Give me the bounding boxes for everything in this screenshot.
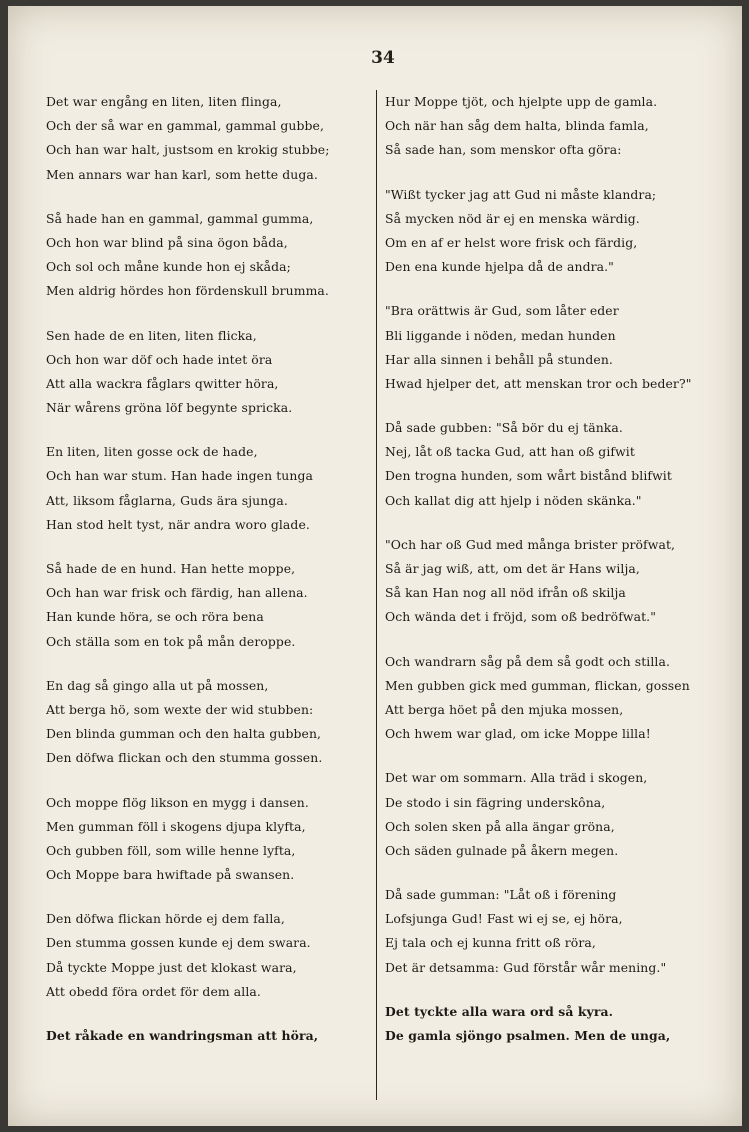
stanza — [46, 440, 376, 537]
verse-line: Den stumma gossen kunde ej dem swara. — [46, 935, 311, 951]
verse-line: Så hade han en gammal, gammal gumma, — [46, 210, 314, 226]
stanza — [46, 207, 376, 304]
verse-line: Om en af er helst wore frisk och färdig, — [385, 234, 638, 250]
verse-line: Och ställa som en tok på mån deroppe. — [46, 633, 296, 649]
verse-line: Så sade han, som menskor ofta göra: — [385, 142, 622, 158]
verse-line: Den döfwa flickan och den stumma gossen. — [46, 750, 323, 766]
verse-line: Och sol och måne kunde hon ej skåda; — [46, 259, 291, 275]
verse-line: Och när han såg dem halta, blinda famla, — [385, 118, 649, 134]
stanza — [385, 650, 715, 747]
verse-line: Och kallat dig att hjelp i nöden skänka." — [385, 492, 642, 508]
verse-line: Den blinda gumman och den halta gubben, — [46, 726, 322, 742]
closing-stanza — [385, 1000, 715, 1048]
verse-line: Men annars war han karl, som hette duga. — [46, 166, 318, 182]
verse-line: Det tyckte alla wara ord så kyra. — [385, 1003, 614, 1019]
verse-line: Och moppe flög likson en mygg i dansen. — [46, 794, 309, 810]
stanza — [385, 183, 715, 280]
verse-line: Så hade de en hund. Han hette moppe, — [46, 561, 296, 576]
verse-line: Att berga hö, som wexte der wid stubben: — [46, 701, 314, 717]
verse-line: "Wißt tycker jag att Gud ni måste klandra; — [385, 186, 657, 202]
stanza — [46, 907, 376, 1004]
verse-line: Det war om sommarn. Alla träd i skogen, — [385, 770, 648, 786]
verse-line: Att alla wackra fåglars qwitter höra, — [46, 375, 279, 391]
verse-line: Och hon war blind på sina ögon båda, — [46, 234, 288, 250]
stanza — [385, 299, 715, 396]
closing-stanza — [46, 1024, 376, 1048]
stanza — [46, 324, 376, 421]
verse-line: Att, liksom fåglarna, Guds ära sjunga. — [46, 492, 288, 508]
verse-line: En liten, liten gosse ock de hade, — [46, 444, 258, 460]
verse-line: Han stod helt tyst, när andra woro glade. — [46, 516, 310, 532]
verse-line: Bli liggande i nöden, medan hunden — [385, 327, 616, 343]
verse-line: Hwad hjelper det, att menskan tror och beder?" — [385, 375, 692, 391]
verse-line: Och wända det i fröjd, som oß bedröfwat." — [385, 609, 657, 625]
verse-line: Så är jag wiß, att, om det är Hans wilja, — [385, 561, 640, 576]
verse-line: Och hon war döf och hade intet öra — [46, 351, 273, 367]
verse-line: Och wandrarn såg på dem så godt och stilla. — [385, 653, 670, 669]
stanza — [385, 533, 715, 630]
verse-line: Det råkade en wandringsman att höra, — [46, 1028, 319, 1043]
stanza — [46, 90, 376, 187]
stanza — [385, 766, 715, 863]
verse-line: Den trogna hunden, som wårt bistånd blifwit — [385, 468, 672, 484]
stanza — [46, 557, 376, 654]
verse-line: Hur Moppe tjöt, och hjelpte upp de gamla. — [385, 94, 658, 109]
verse-line: Den döfwa flickan hörde ej dem falla, — [46, 911, 285, 927]
stanza — [46, 791, 376, 888]
stanza — [385, 883, 715, 980]
verse-line: Ej tala och ej kunna fritt oß röra, — [385, 935, 596, 951]
verse-line: Och säden gulnade på åkern megen. — [385, 842, 619, 858]
verse-line: Och han war stum. Han hade ingen tunga — [46, 468, 313, 484]
verse-line: Och han war frisk och färdig, han allena. — [46, 585, 308, 601]
verse-line: Då sade gubben: "Så bör du ej tänka. — [385, 420, 623, 436]
verse-line: De stodo i sin fägring underskôna, — [385, 794, 606, 810]
verse-line: Har alla sinnen i behåll på stunden. — [385, 351, 613, 367]
verse-line: Det war engång en liten, liten flinga, — [46, 94, 282, 109]
stanza — [385, 90, 715, 163]
verse-line: Och solen sken på alla ängar gröna, — [385, 818, 615, 834]
verse-line: "Och har oß Gud med många brister pröfwat, — [385, 536, 676, 552]
verse-line: Att berga höet på den mjuka mossen, — [385, 701, 624, 717]
verse-line: Han kunde höra, se och röra bena — [46, 609, 264, 625]
verse-line: Så mycken nöd är ej en menska wärdig. — [385, 210, 640, 226]
verse-line: När wårens gröna löf begynte spricka. — [46, 400, 293, 416]
verse-line: En dag så gingo alla ut på mossen, — [46, 677, 269, 693]
verse-line: Så kan Han nog all nöd ifrån oß skilja — [385, 585, 626, 601]
verse-line: Men aldrig hördes hon fördenskull brumma. — [46, 283, 329, 299]
left-column — [46, 90, 376, 1068]
stanza — [46, 674, 376, 771]
verse-line: Och han war halt, justsom en krokig stubbe; — [46, 142, 330, 158]
verse-line: "Bra orättwis är Gud, som låter eder — [385, 303, 619, 319]
right-column — [385, 90, 715, 1068]
verse-line: De gamla sjöngo psalmen. Men de unga, — [385, 1028, 671, 1043]
verse-line: Och gubben föll, som wille henne lyfta, — [46, 842, 296, 858]
verse-line: Då tyckte Moppe just det klokast wara, — [46, 959, 297, 975]
verse-line: Och Moppe bara hwiftade på swansen. — [46, 867, 295, 883]
verse-line: Och hwem war glad, om icke Moppe lilla! — [385, 726, 651, 742]
verse-line: Och der så war en gammal, gammal gubbe, — [46, 118, 325, 134]
column-divider — [376, 90, 377, 1100]
verse-line: Sen hade de en liten, liten flicka, — [46, 327, 257, 343]
verse-line: Lofsjunga Gud! Fast wi ej se, ej höra, — [385, 911, 623, 927]
verse-line: Då sade gumman: "Låt oß i förening — [385, 887, 617, 903]
verse-line: Det är detsamma: Gud förstår wår mening." — [385, 959, 667, 975]
stanza — [385, 416, 715, 513]
page-number: 34 — [371, 48, 395, 68]
book-page — [8, 6, 742, 1126]
verse-line: Nej, låt oß tacka Gud, att han oß gifwit — [385, 444, 635, 460]
verse-line: Den ena kunde hjelpa då de andra." — [385, 259, 614, 275]
verse-line: Men gubben gick med gumman, flickan, gossen — [385, 677, 690, 693]
verse-line: Att obedd föra ordet för dem alla. — [46, 983, 261, 999]
verse-line: Men gumman föll i skogens djupa klyfta, — [46, 818, 306, 834]
